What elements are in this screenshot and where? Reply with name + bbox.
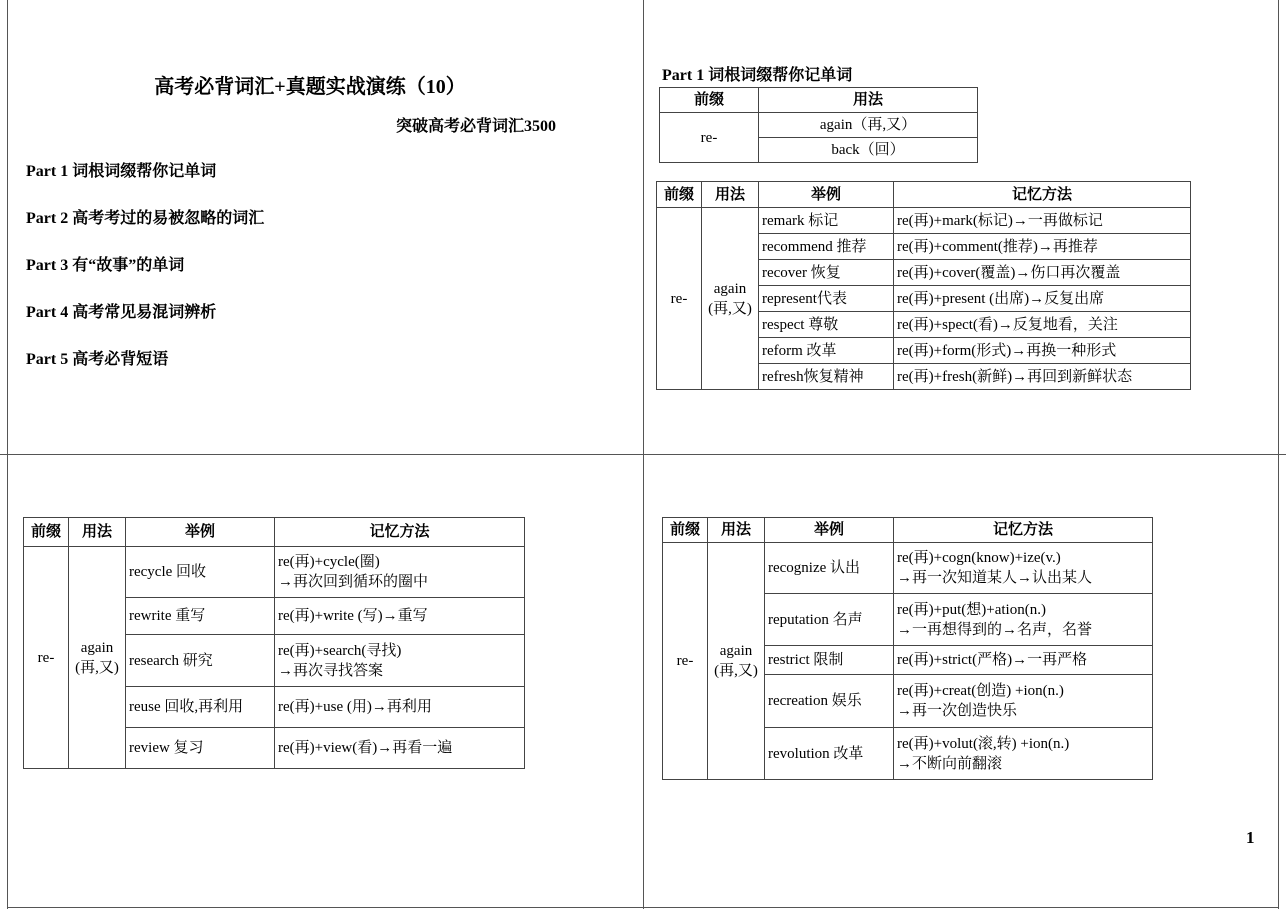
usage-line: again (713, 280, 747, 297)
example-cell: refresh恢复精神 (759, 364, 894, 390)
page-border-bottom (7, 907, 1279, 908)
example-cell: revolution 改革 (765, 728, 894, 780)
example-cell: recognize 认出 (765, 543, 894, 594)
method-line: re(再)+cogn(know)+ize(v.) (897, 550, 1061, 566)
usage-line: (再,又) (708, 300, 752, 317)
example-cell: recommend 推荐 (759, 234, 894, 260)
method-cell: re(再)+strict(严格)→一再严格 (894, 646, 1153, 675)
usage-line: again (719, 643, 753, 659)
usage-cell: again（再,又） (759, 113, 978, 138)
method-cell: re(再)+form(形式)→再换一种形式 (894, 338, 1191, 364)
example-cell: reputation 名声 (765, 594, 894, 646)
method-cell (894, 675, 1153, 728)
example-cell: reform 改革 (759, 338, 894, 364)
column-header: 用法 (708, 518, 765, 543)
example-cell: research 研究 (126, 635, 275, 687)
word-examples-table (23, 517, 525, 769)
column-header: 前缀 (657, 182, 702, 208)
usage-line: (再,又) (714, 663, 758, 679)
usage-line: again (80, 639, 114, 656)
part-3-heading: Part 3 有“故事”的单词 (26, 257, 185, 274)
method-cell: re(再)+fresh(新鲜)→再回到新鲜状态 (894, 364, 1191, 390)
method-cell (275, 547, 525, 598)
example-cell: recreation 娱乐 (765, 675, 894, 728)
document-subtitle: 突破高考必背词汇3500 (395, 118, 556, 135)
method-line: →再次寻找答案 (278, 662, 384, 679)
method-line: →再次回到循环的圈中 (278, 574, 429, 590)
method-cell: re(再)+spect(看)→反复地看，关注 (894, 312, 1191, 338)
column-header: 举例 (759, 182, 894, 208)
document-title: 高考必背词汇+真题实战演练（10） (154, 76, 466, 98)
example-cell: restrict 限制 (765, 646, 894, 675)
usage-cell: back（回） (759, 138, 978, 163)
method-cell (894, 594, 1153, 646)
usage-cell (69, 547, 126, 769)
page-divider-horizontal (0, 454, 1286, 455)
column-header: 举例 (126, 518, 275, 547)
page-number: 1 (1246, 828, 1255, 847)
method-line: →一再想得到的→名声，名誉 (897, 621, 1093, 638)
column-header: 前缀 (660, 88, 759, 113)
column-header: 记忆方法 (275, 518, 525, 547)
page-border-left (7, 0, 8, 909)
method-cell: re(再)+cover(覆盖)→伤口再次覆盖 (894, 260, 1191, 286)
method-cell: re(再)+comment(推荐)→再推荐 (894, 234, 1191, 260)
part-1-heading: Part 1 词根词缀帮你记单词 (26, 163, 217, 180)
example-cell: represent代表 (759, 286, 894, 312)
example-cell: respect 尊敬 (759, 312, 894, 338)
prefix-cell: re- (24, 547, 69, 769)
example-cell: rewrite 重写 (126, 598, 275, 635)
method-cell: re(再)+write (写)→重写 (275, 598, 525, 635)
usage-line: (再,又) (75, 659, 119, 676)
example-cell: recover 恢复 (759, 260, 894, 286)
method-cell (894, 728, 1153, 780)
example-cell: reuse 回收,再利用 (126, 687, 275, 728)
part-5-heading: Part 5 高考必背短语 (26, 351, 169, 368)
part-2-heading: Part 2 高考考过的易被忽略的词汇 (26, 210, 265, 227)
column-header: 前缀 (663, 518, 708, 543)
word-examples-table (656, 181, 1191, 390)
column-header: 记忆方法 (894, 182, 1191, 208)
prefix-cell: re- (660, 113, 759, 163)
prefix-cell: re- (657, 208, 702, 390)
usage-cell (708, 543, 765, 780)
word-examples-table (662, 517, 1153, 780)
method-line: re(再)+volut(滚,转) +ion(n.) (897, 735, 1070, 752)
example-cell: remark 标记 (759, 208, 894, 234)
example-cell: review 复习 (126, 728, 275, 769)
column-header: 前缀 (24, 518, 69, 547)
method-cell (894, 543, 1153, 594)
method-cell: re(再)+use (用)→再利用 (275, 687, 525, 728)
method-line: →不断向前翻滚 (897, 755, 1003, 772)
column-header: 用法 (69, 518, 126, 547)
method-cell: re(再)+view(看)→再看一遍 (275, 728, 525, 769)
section-heading: Part 1 词根词缀帮你记单词 (662, 67, 853, 84)
page-border-right (1278, 0, 1279, 909)
column-header: 用法 (702, 182, 759, 208)
method-cell: re(再)+mark(标记)→一再做标记 (894, 208, 1191, 234)
part-4-heading: Part 4 高考常见易混词辨析 (26, 304, 217, 321)
column-header: 用法 (759, 88, 978, 113)
usage-cell (702, 208, 759, 390)
method-line: re(再)+put(想)+ation(n.) (897, 601, 1046, 618)
prefix-usage-table (659, 87, 978, 163)
column-header: 记忆方法 (894, 518, 1153, 543)
method-cell: re(再)+present (出席)→反复出席 (894, 286, 1191, 312)
method-line: re(再)+creat(创造) +ion(n.) (897, 683, 1064, 699)
example-cell: recycle 回收 (126, 547, 275, 598)
method-line: →再一次知道某人→认出某人 (897, 570, 1093, 586)
method-line: →再一次创造快乐 (897, 703, 1018, 719)
method-line: re(再)+cycle(圈) (278, 554, 380, 570)
method-cell (275, 635, 525, 687)
column-header: 举例 (765, 518, 894, 543)
prefix-cell: re- (663, 543, 708, 780)
method-line: re(再)+search(寻找) (278, 642, 402, 659)
